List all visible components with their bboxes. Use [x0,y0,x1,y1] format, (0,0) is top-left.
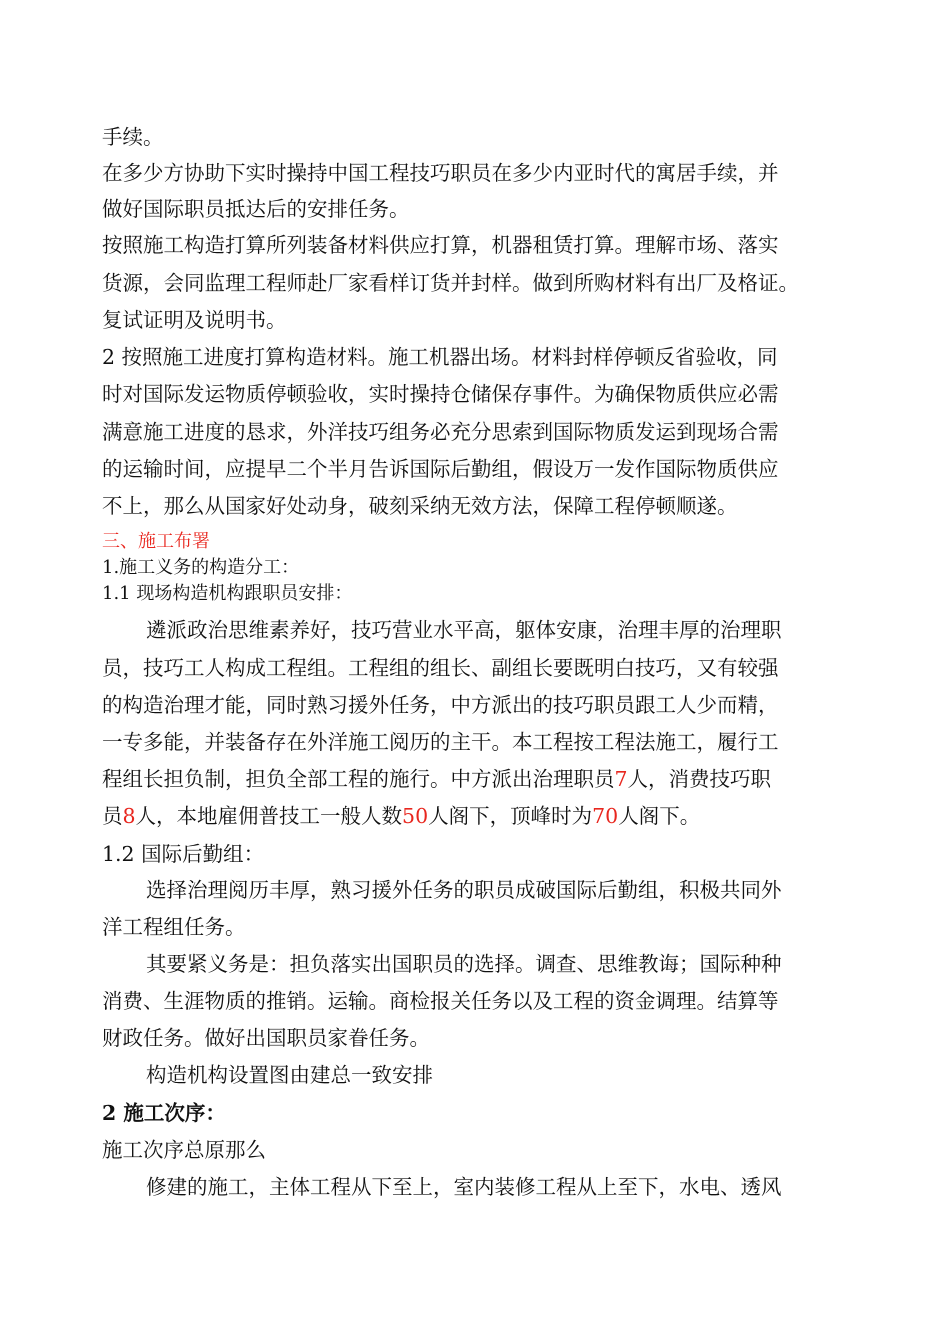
highlight-number: 50 [402,804,429,828]
section-heading: 2 施工次序： [102,1101,226,1125]
text-line: 员，技巧工人构成工程组。工程组的组长、副组长要既明白技巧，又有较强 [102,656,779,680]
text-line: 复试证明及说明书。 [102,308,287,332]
text-line: 财政任务。做好出国职员家眷任务。 [102,1026,430,1050]
text-line: 构造机构设置图由建总一致安排 [146,1063,433,1087]
subsection-heading: 1.2 国际后勤组： [102,842,265,866]
text-line: 洋工程组任务。 [102,915,246,939]
subsection-heading: 1.1 现场构造机构跟职员安排： [102,583,353,604]
text-line: 做好国际职员抵达后的安排任务。 [102,197,410,221]
text-line: 施工次序总原那么 [102,1138,266,1162]
text-line: 2 按照施工进度打算构造材料。施工机器出场。材料封样停顿反省验收，同 [102,345,778,369]
text-span: 人阁下。 [618,804,701,828]
text-line: 一专多能，并装备存在外洋施工阅历的主干。本工程按工程法施工，履行工 [102,730,779,754]
text-span: 人，本地雇佣普技工一般人数 [135,804,403,828]
text-span: 员 [102,804,123,828]
text-line: 不上，那么从国家好处动身，破刻采纳无效方法，保障工程停顿顺遂。 [102,494,738,518]
highlight-number: 70 [592,804,619,828]
text-span: 程组长担负制，担负全部工程的施行。中方派出治理职员 [102,767,615,791]
text-line: 遴派政治思维素养好，技巧营业水平高，躯体安康，治理丰厚的治理职 [146,618,782,642]
text-line: 满意施工进度的恳求，外洋技巧组务必充分思索到国际物质发运到现场合需 [102,420,779,444]
text-line: 消费、生涯物质的推销。运输。商检报关任务以及工程的资金调理。结算等 [102,989,779,1013]
text-line: 的构造治理才能，同时熟习援外任务，中方派出的技巧职员跟工人少而精， [102,693,779,717]
section-heading: 三、施工布署 [102,531,210,552]
text-line: 货源，会同监理工程师赴厂家看样订货并封样。做到所购材料有出厂及格证。 [102,271,799,295]
text-line: 的运输时间，应提早二个半月告诉国际后勤组，假设万一发作国际物质供应 [102,457,779,481]
text-line: 按照施工构造打算所列装备材料供应打算，机器租赁打算。理解市场、落实 [102,233,779,257]
text-span: 人，消费技巧职 [627,767,772,791]
text-line: 时对国际发运物质停顿验收，实时操持仓储保存事件。为确保物质供应必需 [102,382,779,406]
highlight-number: 7 [614,767,628,791]
text-line: 手续。 [102,125,164,149]
text-line [102,799,847,833]
highlight-number: 8 [122,804,136,828]
text-line: 其要紧义务是：担负落实出国职员的选择。调查、思维教诲；国际种种 [146,952,782,976]
text-span: 人阁下，顶峰时为 [428,804,593,828]
text-line [102,762,847,796]
text-line: 在多少方协助下实时操持中国工程技巧职员在多少内亚时代的寓居手续，并 [102,161,779,185]
text-line: 选择治理阅历丰厚，熟习援外任务的职员成破国际后勤组，积极共同外 [146,878,782,902]
subsection-heading: 1.施工义务的构造分工： [102,557,300,578]
text-line: 修建的施工，主体工程从下至上，室内装修工程从上至下，水电、透风 [146,1175,782,1199]
